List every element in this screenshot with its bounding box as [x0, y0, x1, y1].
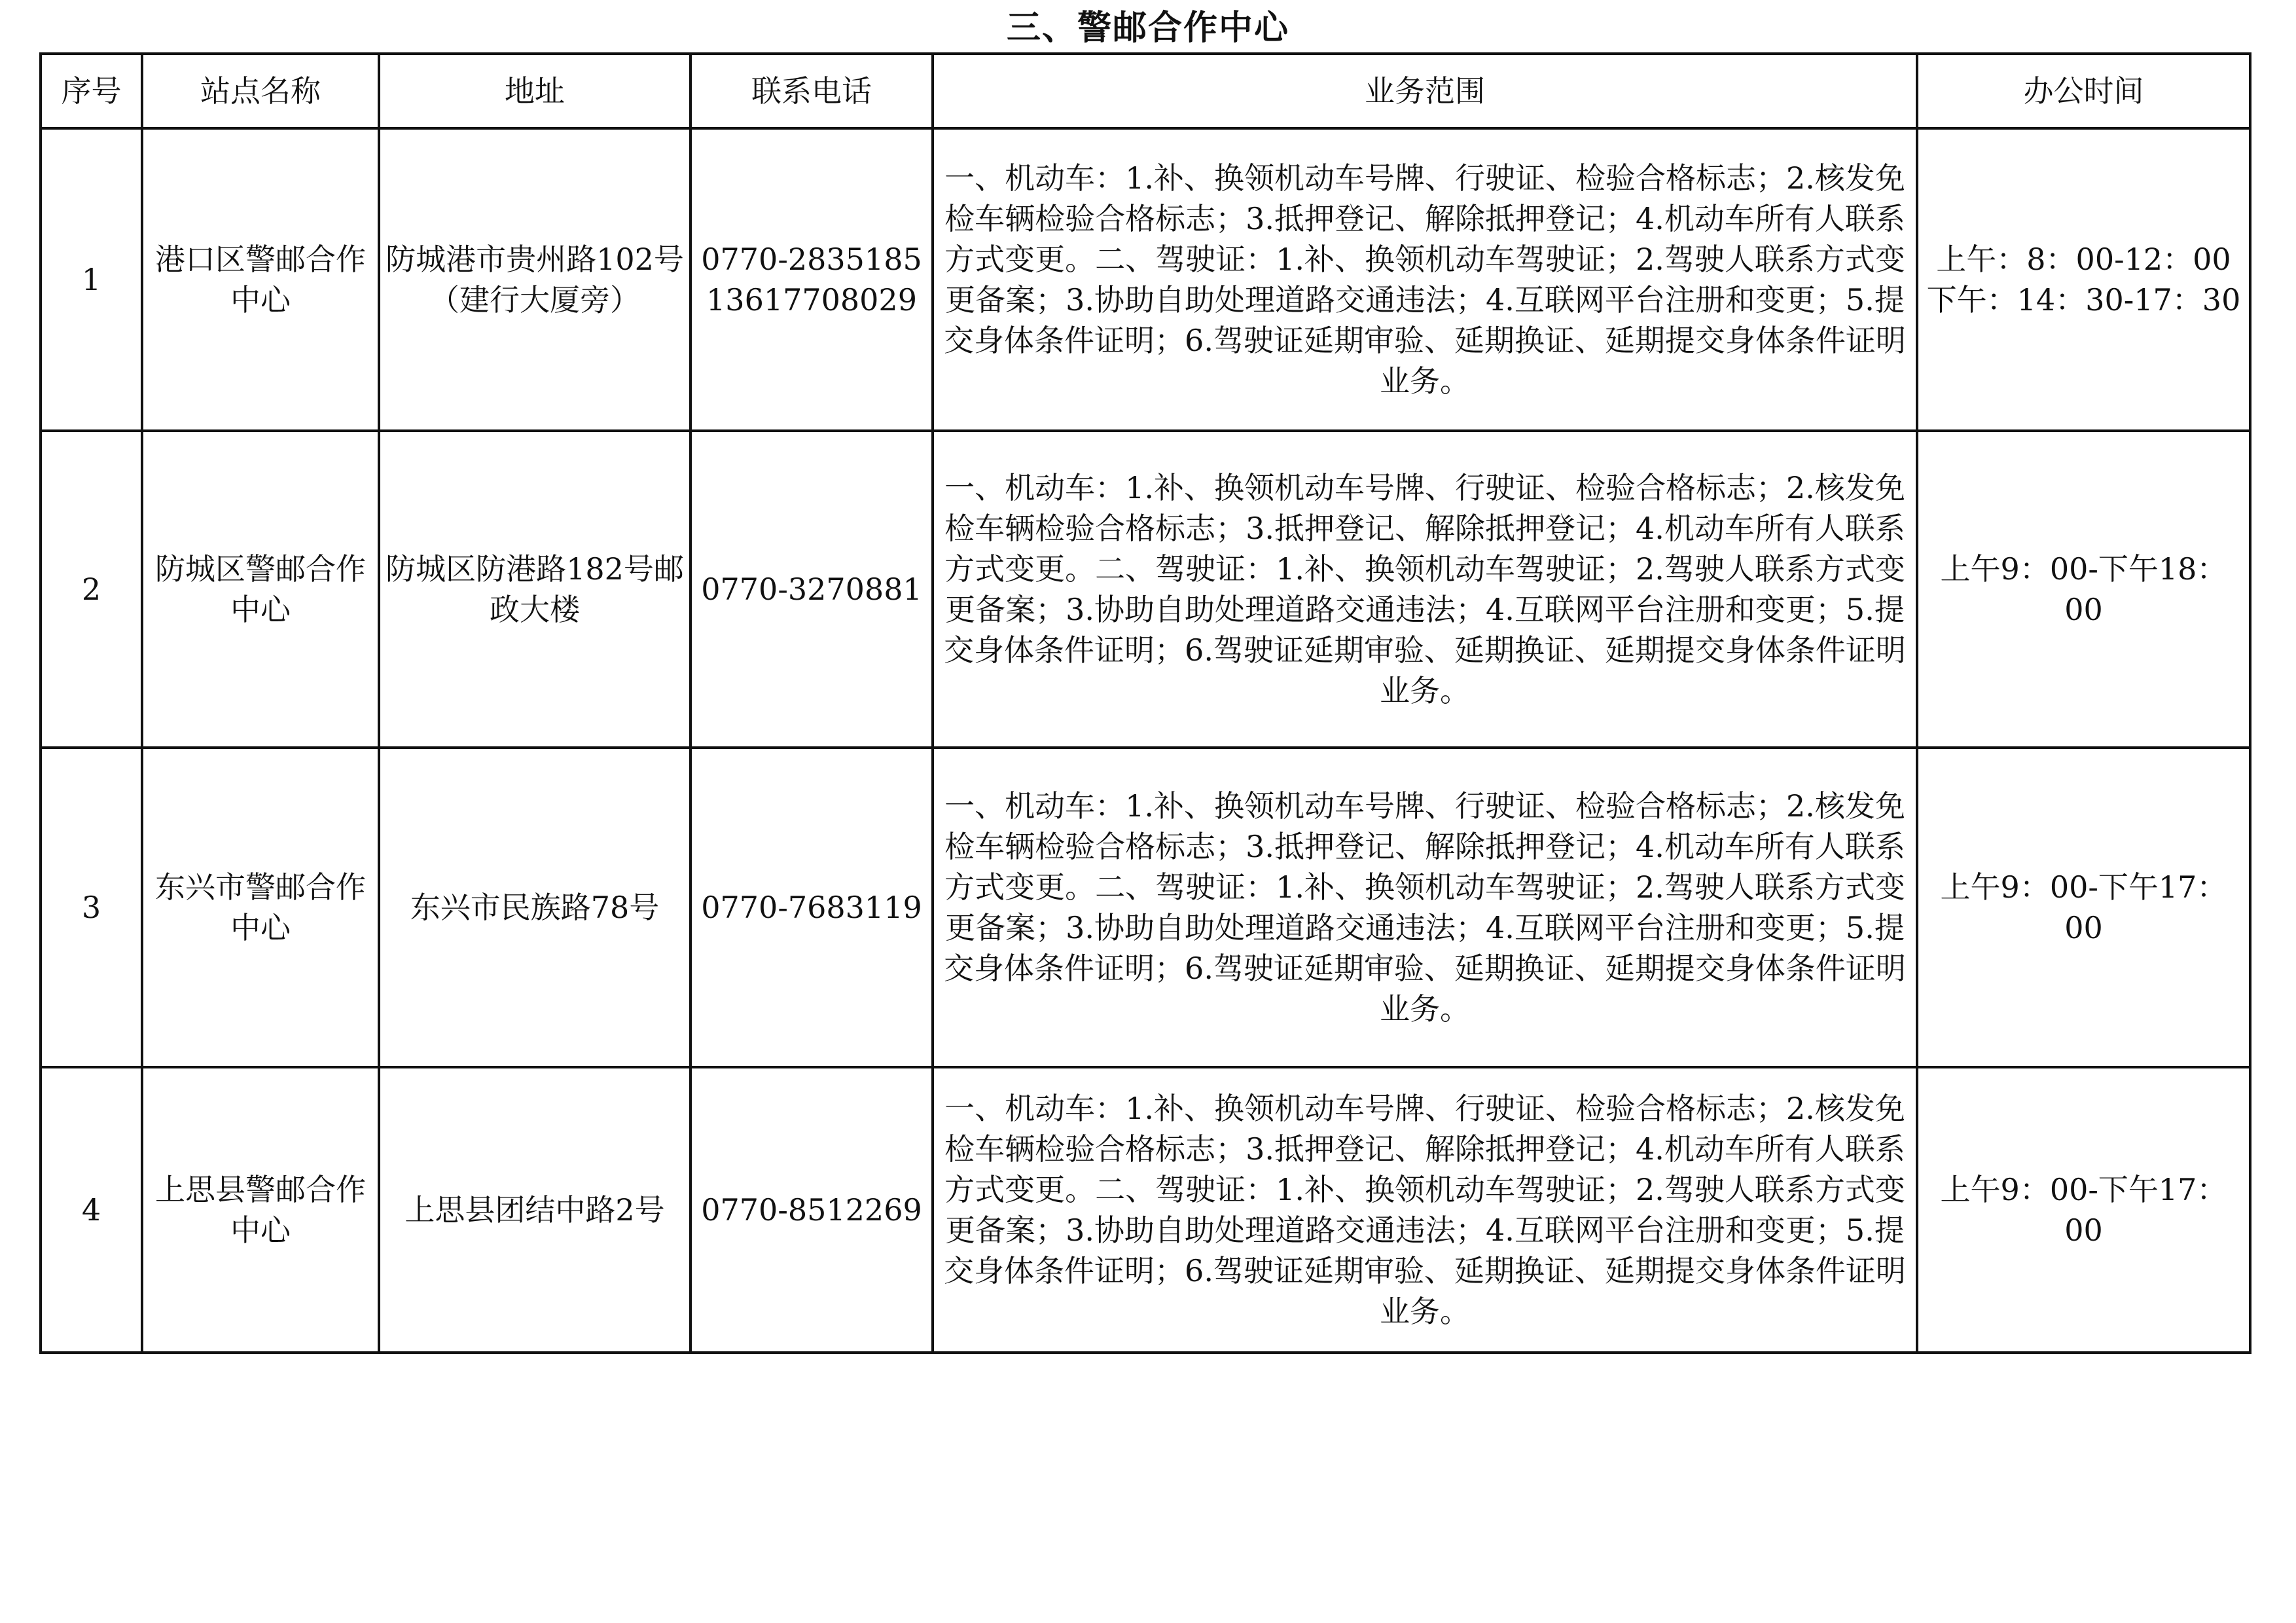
cell-scope: 一、机动车：1.补、换领机动车号牌、行驶证、检验合格标志；2.核发免检车辆检验合格标志；3.抵押登记、解除抵押登记；4.机动车所有人联系方式变更。二、驾驶证：1.补、换领机动车驾驶证；2.驾驶人联系方式变更备案；3.协助自助处理道路交通违法；4.互联网平台注册和变更；5.提交身体条件证明；6.驾驶证延期审验、延期换证、延期提交身体条件证明业务。 [933, 748, 1917, 1067]
cell-seq: 2 [41, 431, 142, 748]
cell-hours: 上午9：00-下午17：00 [1917, 748, 2250, 1067]
cell-hours: 上午9：00-下午17：00 [1917, 1067, 2250, 1353]
header-scope: 业务范围 [933, 54, 1917, 128]
cell-hours: 上午：8：00-12：00 下午：14：30-17：30 [1917, 128, 2250, 431]
cell-address: 上思县团结中路2号 [379, 1067, 691, 1353]
header-hours: 办公时间 [1917, 54, 2250, 128]
station-table [39, 52, 2251, 1354]
cell-name: 港口区警邮合作中心 [142, 128, 379, 431]
cell-address: 防城港市贵州路102号（建行大厦旁） [379, 128, 691, 431]
cell-scope: 一、机动车：1.补、换领机动车号牌、行驶证、检验合格标志；2.核发免检车辆检验合格标志；3.抵押登记、解除抵押登记；4.机动车所有人联系方式变更。二、驾驶证：1.补、换领机动车驾驶证；2.驾驶人联系方式变更备案；3.协助自助处理道路交通违法；4.互联网平台注册和变更；5.提交身体条件证明；6.驾驶证延期审验、延期换证、延期提交身体条件证明业务。 [933, 1067, 1917, 1353]
cell-hours: 上午9：00-下午18：00 [1917, 431, 2250, 748]
cell-phone: 0770-8512269 [691, 1067, 933, 1353]
header-phone: 联系电话 [691, 54, 933, 128]
header-seq: 序号 [41, 54, 142, 128]
cell-seq: 3 [41, 748, 142, 1067]
table-body [41, 128, 2250, 1353]
table-row [41, 748, 2250, 1067]
header-name: 站点名称 [142, 54, 379, 128]
table-row [41, 1067, 2250, 1353]
cell-name: 防城区警邮合作中心 [142, 431, 379, 748]
cell-address: 防城区防港路182号邮政大楼 [379, 431, 691, 748]
cell-name: 上思县警邮合作中心 [142, 1067, 379, 1353]
cell-seq: 4 [41, 1067, 142, 1353]
cell-scope: 一、机动车：1.补、换领机动车号牌、行驶证、检验合格标志；2.核发免检车辆检验合格标志；3.抵押登记、解除抵押登记；4.机动车所有人联系方式变更。二、驾驶证：1.补、换领机动车驾驶证；2.驾驶人联系方式变更备案；3.协助自助处理道路交通违法；4.互联网平台注册和变更；5.提交身体条件证明；6.驾驶证延期审验、延期换证、延期提交身体条件证明业务。 [933, 431, 1917, 748]
header-address: 地址 [379, 54, 691, 128]
cell-name: 东兴市警邮合作中心 [142, 748, 379, 1067]
cell-scope: 一、机动车：1.补、换领机动车号牌、行驶证、检验合格标志；2.核发免检车辆检验合格标志；3.抵押登记、解除抵押登记；4.机动车所有人联系方式变更。二、驾驶证：1.补、换领机动车驾驶证；2.驾驶人联系方式变更备案；3.协助自助处理道路交通违法；4.互联网平台注册和变更；5.提交身体条件证明；6.驾驶证延期审验、延期换证、延期提交身体条件证明业务。 [933, 128, 1917, 431]
cell-phone: 0770-3270881 [691, 431, 933, 748]
cell-phone: 0770-7683119 [691, 748, 933, 1067]
table-header [41, 54, 2250, 128]
page-title: 三、警邮合作中心 [1006, 9, 1289, 48]
cell-seq: 1 [41, 128, 142, 431]
cell-address: 东兴市民族路78号 [379, 748, 691, 1067]
cell-phone: 0770-2835185 13617708029 [691, 128, 933, 431]
table-row [41, 128, 2250, 431]
header-row [41, 54, 2250, 128]
table-row [41, 431, 2250, 748]
